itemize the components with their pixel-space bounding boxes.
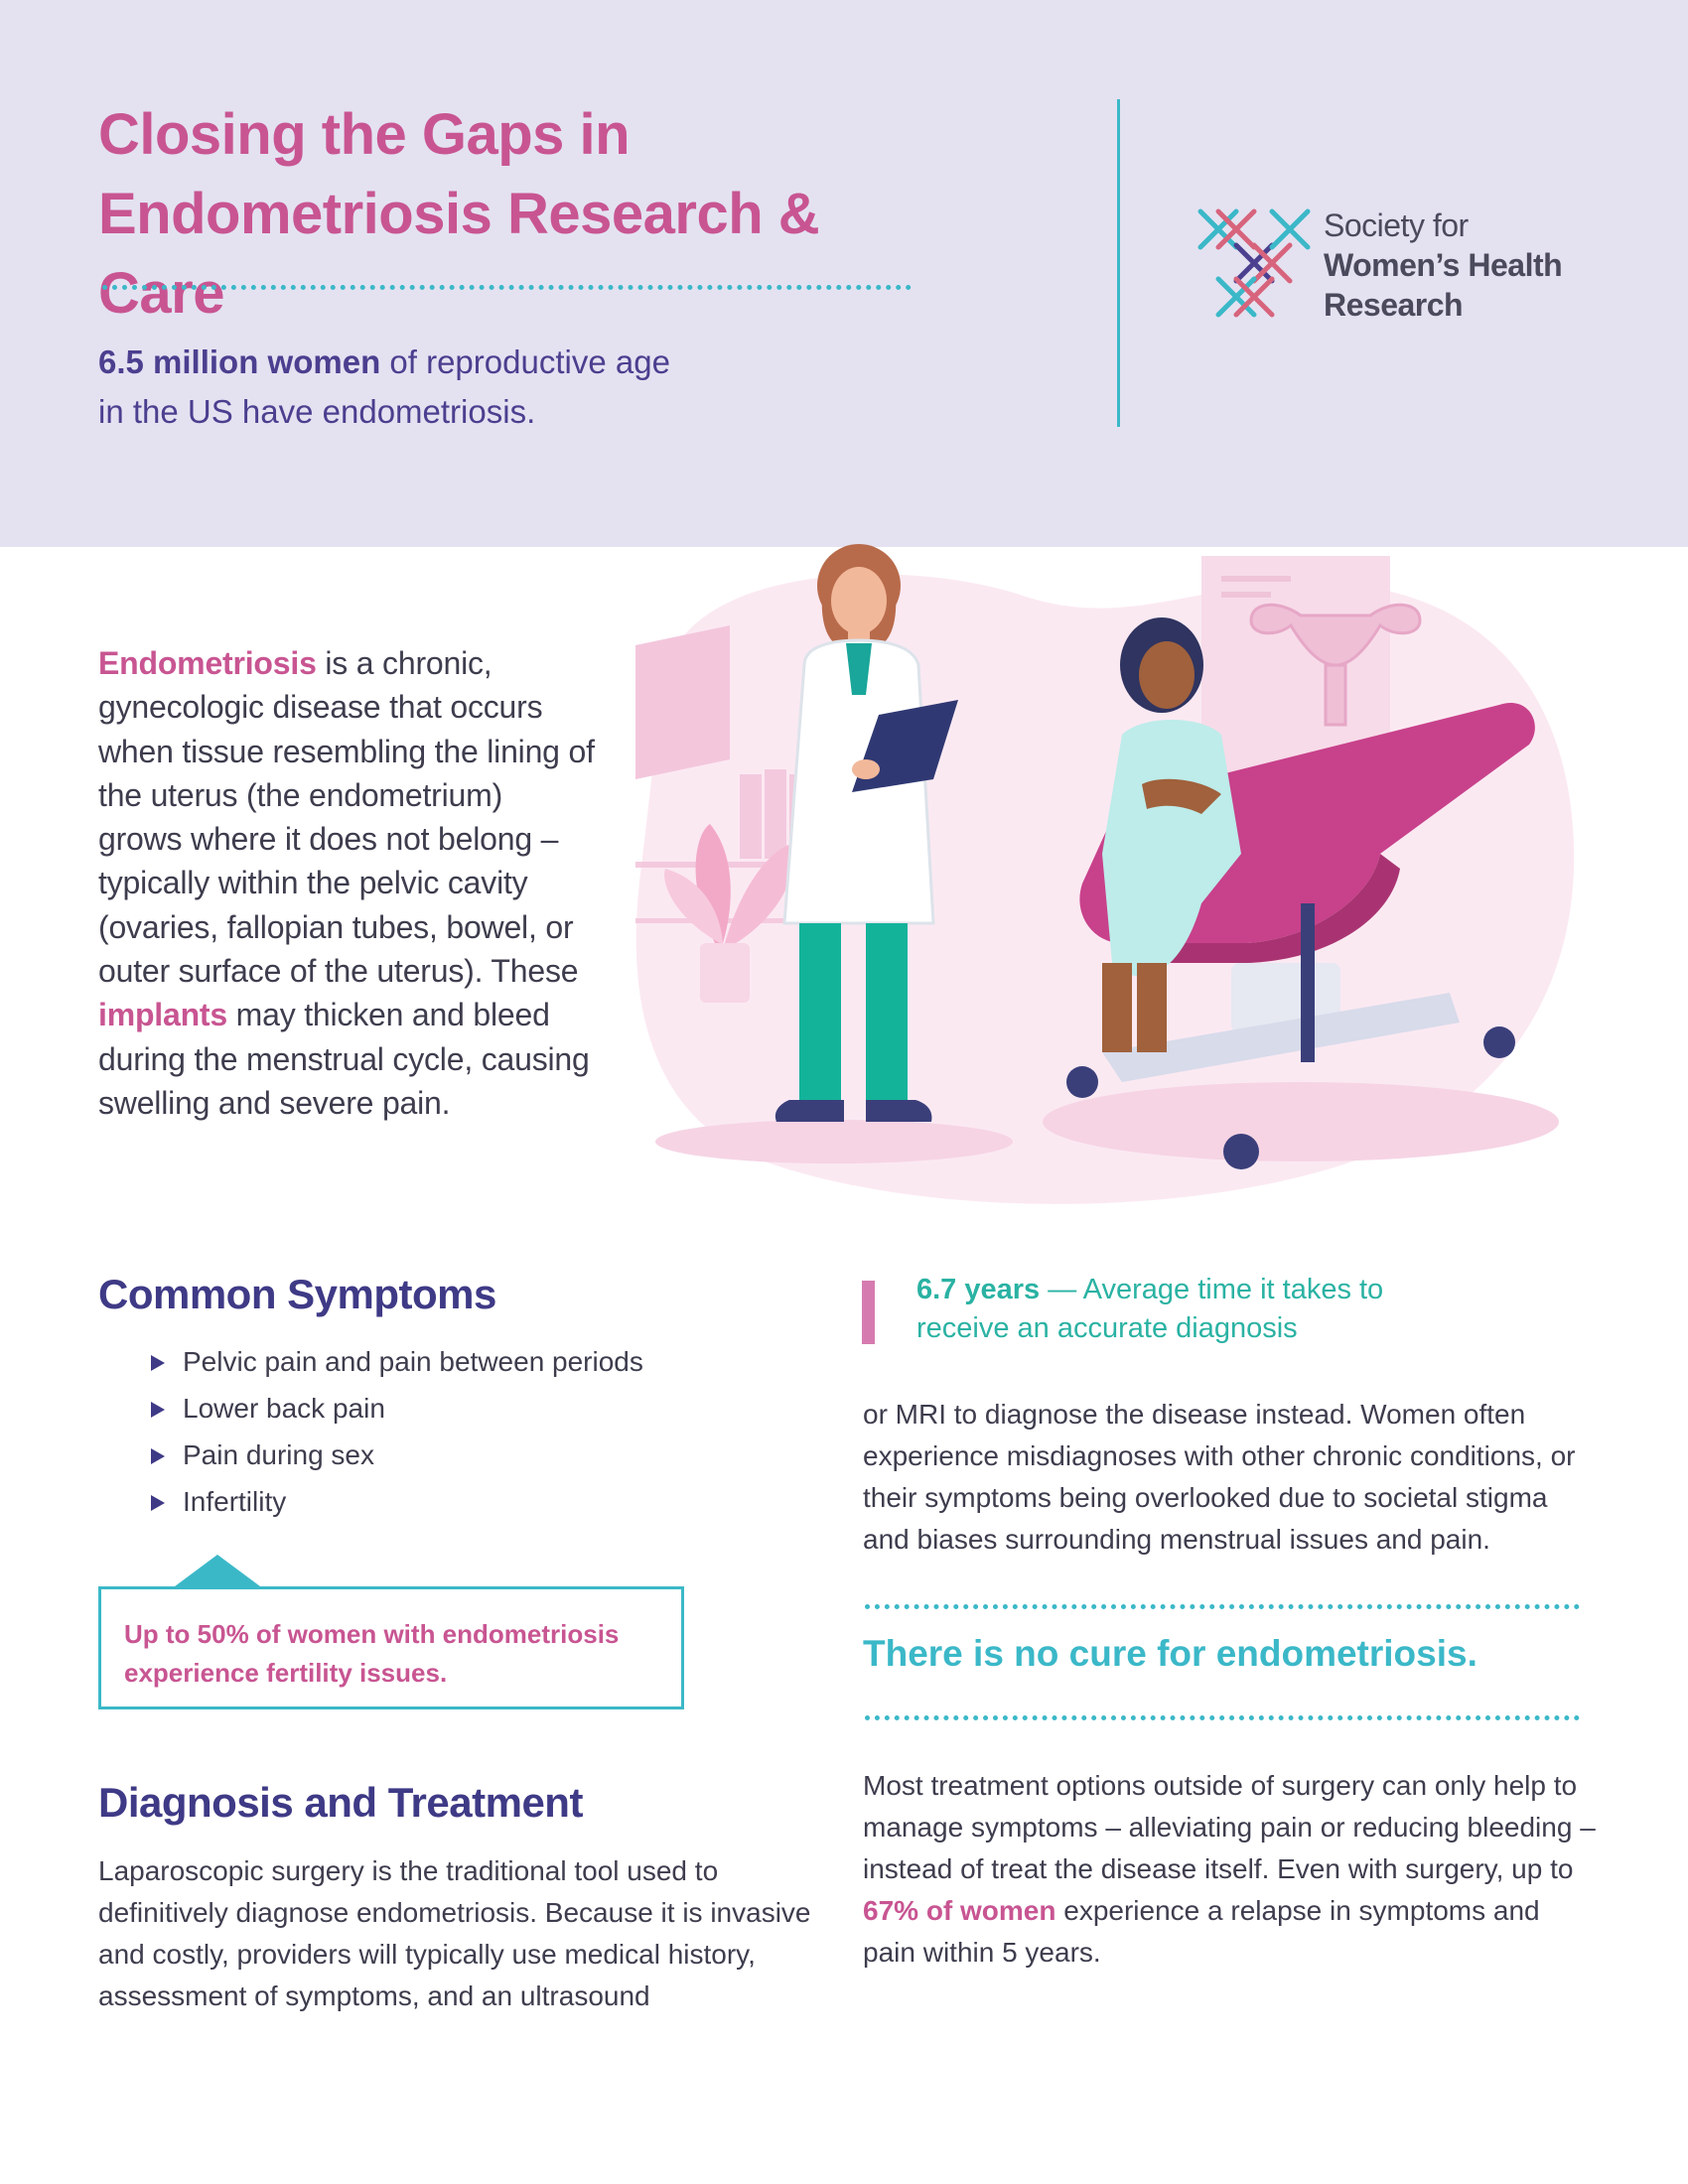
prevalence-stat <box>98 338 793 437</box>
diagnosis-time-stat <box>916 1271 1473 1348</box>
title-dotted-divider <box>102 285 912 290</box>
diagnosis-time-rest: — Average time it takes to receive an accurate diagnosis <box>916 1274 1384 1344</box>
callout-pointer-icon <box>175 1555 260 1586</box>
bullet-triangle-icon <box>151 1355 165 1371</box>
intro-text-2: may thicken and bleed during the menstrual cycle, causing swelling and severe pain. <box>98 997 590 1121</box>
page-title-line-2: Endometriosis Research & Care <box>98 182 820 326</box>
floor-shadow <box>655 1120 1013 1163</box>
diagnosis-heading: Diagnosis and Treatment <box>98 1779 583 1826</box>
prevalence-stat-line-2: in the US have endometriosis. <box>98 393 536 430</box>
swhr-logo-text <box>1324 205 1562 325</box>
bullet-triangle-icon <box>151 1402 165 1418</box>
symptom-text: Pelvic pain and pain between periods <box>183 1346 643 1377</box>
intro-paragraph <box>98 641 595 1125</box>
years-accent-bar <box>862 1281 875 1344</box>
logo-line-3: Research <box>1324 287 1464 323</box>
fertility-callout-line-2: experience fertility issues. <box>124 1658 448 1688</box>
fertility-callout-text <box>124 1615 681 1693</box>
treatment-paragraph <box>863 1765 1598 1974</box>
window-icon <box>635 625 730 779</box>
symptom-text: Infertility <box>183 1486 287 1517</box>
list-item <box>151 1435 643 1482</box>
symptom-text: Lower back pain <box>183 1393 385 1424</box>
page-title <box>98 95 952 334</box>
diagnosis-paragraph-continued: or MRI to diagnose the disease instead. Women often experience misdiagnoses with other chronic conditions, or their symptoms being overlooked due to societal stigma and biases surrounding menstrual issues and pain. <box>863 1399 1576 1555</box>
diagnosis-paragraph: Laparoscopic surgery is the traditional tool used to definitively diagnose endometriosis. Because it is invasive and costly, providers will typically use medical history, assessment of symptoms, and an ultrasound <box>98 1855 811 2011</box>
swhr-logo <box>1196 204 1623 333</box>
swhr-logo-mark-icon <box>1196 207 1311 319</box>
nocure-top-dotted-divider <box>865 1604 1580 1609</box>
treatment-text-strong: 67% of women <box>863 1895 1056 1926</box>
page-title-line-1: Closing the Gaps in <box>98 102 631 167</box>
treatment-text-1: Most treatment options outside of surgery can only help to manage symptoms – alleviating pain or reducing bleeding – instead of treat the disease itself. Even with surgery, up to <box>863 1770 1596 1884</box>
bullet-triangle-icon <box>151 1448 165 1464</box>
header-vertical-divider <box>1117 99 1120 427</box>
symptoms-heading: Common Symptoms <box>98 1271 496 1317</box>
no-cure-statement: There is no cure for endometriosis. <box>863 1633 1477 1674</box>
symptoms-list <box>151 1342 643 1529</box>
intro-text-1: is a chronic, gynecologic disease that occurs when tissue resembling the lining of the uterus (the endometrium) grows where it does not belong – typically within the pelvic cavity (ovaries, fallopian tubes, bowel, or outer surface of the uterus). These <box>98 645 595 990</box>
nocure-bottom-dotted-divider <box>865 1715 1580 1720</box>
bullet-triangle-icon <box>151 1495 165 1511</box>
logo-line-2: Women’s Health <box>1324 247 1563 283</box>
list-item <box>151 1342 643 1389</box>
treatment-text-2: experience a relapse in symptoms and pain within 5 years. <box>863 1895 1540 1968</box>
intro-term-endometriosis: Endometriosis <box>98 645 317 681</box>
prevalence-stat-rest: of reproductive age <box>380 343 670 380</box>
list-item <box>151 1389 643 1435</box>
list-item <box>151 1482 643 1529</box>
chair-shadow <box>1043 1082 1559 1161</box>
symptom-text: Pain during sex <box>183 1439 375 1470</box>
intro-term-implants: implants <box>98 997 227 1033</box>
logo-line-1: Society for <box>1324 207 1469 243</box>
exam-room-illustration <box>606 526 1599 1211</box>
diagnosis-time-strong: 6.7 years <box>916 1274 1041 1305</box>
fertility-callout <box>98 1586 684 1709</box>
prevalence-stat-strong: 6.5 million women <box>98 343 381 380</box>
fertility-callout-line-1: Up to 50% of women with endometriosis <box>124 1619 620 1649</box>
